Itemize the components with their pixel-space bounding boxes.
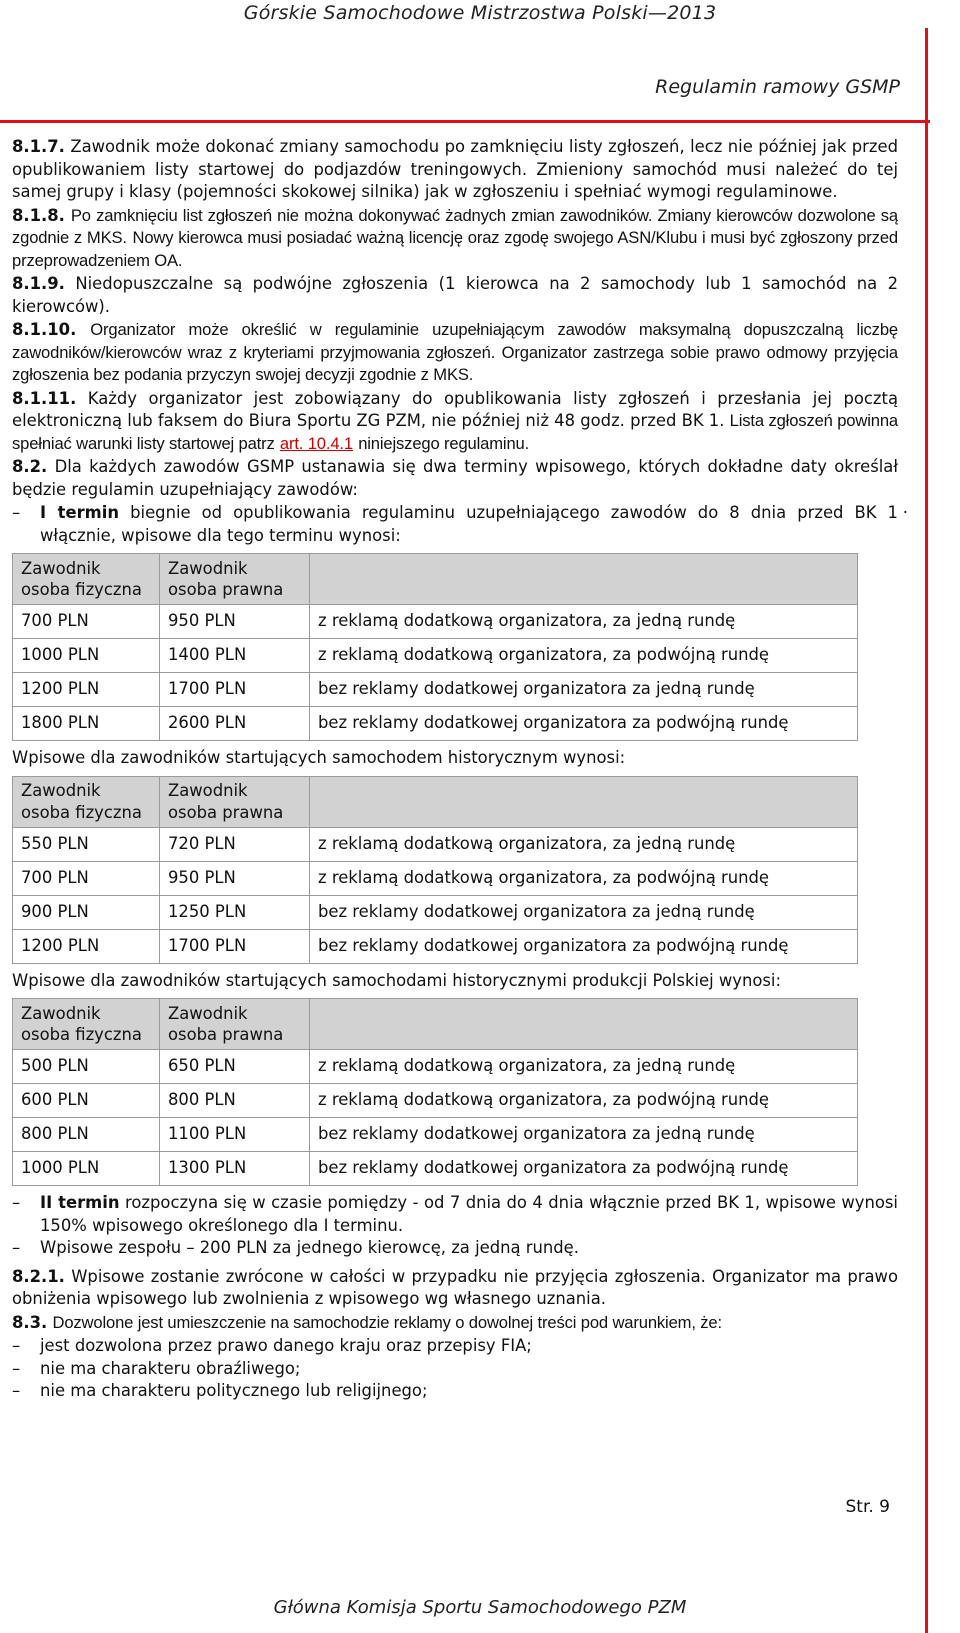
cell: 1300 PLN (160, 1152, 310, 1186)
table-row (13, 1084, 858, 1118)
table-header-row (13, 776, 858, 827)
header-cell-empty (310, 554, 858, 605)
cell: z reklamą dodatkową organizatora, za podwójną rundę (310, 639, 858, 673)
dash-bullet: – (12, 1358, 21, 1378)
list-item-text: nie ma charakteru obraźliwego; (40, 1358, 301, 1378)
list-item (12, 1335, 898, 1358)
table-row (13, 639, 858, 673)
paragraph-number: 8.1.10. (12, 320, 77, 339)
paragraph-8-1-11 (12, 388, 898, 456)
header-cell: Zawodnik osoba fizyczna (13, 776, 160, 827)
footer-text: Główna Komisja Sportu Samochodowego PZM (273, 1597, 687, 1618)
table-header-row (13, 999, 858, 1050)
fee-table-1 (12, 553, 858, 741)
paragraph-8-3 (12, 1312, 898, 1335)
paragraph-number: 8.2.1. (12, 1266, 65, 1286)
cell: 950 PLN (160, 861, 310, 895)
cell: 800 PLN (160, 1084, 310, 1118)
paragraph-number: 8.2. (12, 457, 48, 476)
term-label: I termin (40, 503, 120, 522)
table-row (13, 1050, 858, 1084)
list-item-text: nie ma charakteru politycznego lub religijnego; (40, 1381, 428, 1400)
table-row (13, 929, 858, 963)
table-row (13, 895, 858, 929)
paragraph-number: 8.1.8. (12, 205, 65, 225)
dash-bullet: – (12, 1336, 21, 1355)
cell: 1250 PLN (160, 895, 310, 929)
paragraph-8-1-9 (12, 273, 898, 318)
paragraph-8-1-8 (12, 205, 898, 273)
paragraph-number: 8.1.7. (12, 137, 65, 156)
paragraph-text: Każdy organizator jest zobowiązany do opublikowania listy zgłoszeń i przesłania jej pocztą elektroniczną lub faksem do Biura Sportu ZG PZM, nie później niż 48 godz. przed BK 1. (12, 388, 898, 430)
dash-bullet: – (12, 1238, 21, 1257)
page-body (12, 136, 908, 1403)
cell: 1200 PLN (13, 929, 160, 963)
dash-bullet: – (12, 503, 21, 522)
header-cell: Zawodnik osoba fizyczna (13, 999, 160, 1050)
cell: 600 PLN (13, 1084, 160, 1118)
term-text: rozpoczyna się w czasie pomiędzy - od 7 dnia do 4 dnia włącznie przed BK 1, wpisowe wynosi 150% wpisowego określonego dla I terminu. (40, 1193, 898, 1235)
table-header-row (13, 554, 858, 605)
header-title: Górskie Samochodowe Mistrzostwa Polski—2013 (243, 2, 717, 24)
paragraph-text: Po zamknięciu list zgłoszeń nie można dokonywać żadnych zmian zawodników. Zmiany kierowców dozwolone są zgodnie z MKS. (12, 205, 898, 247)
paragraph-text: Organizator może określić w regulaminie uzupełniającym zawodów maksymalną dopuszczalną liczbę zawodników/kierowców wraz z kryteriami przyjmowania zgłoszeń. Organizator zastrzega sobie prawo odmowy przyjęcia zgłoszenia bez podania przyczyn swojej decyzji zgodnie z MKS. (12, 320, 898, 384)
term-2-item (12, 1192, 898, 1237)
cell: 1800 PLN (13, 707, 160, 741)
stray-dot: · (902, 503, 908, 522)
article-link[interactable]: art. 10.4.1 (279, 433, 353, 453)
cell: 1700 PLN (160, 929, 310, 963)
team-fee-item (12, 1237, 898, 1260)
cell: 500 PLN (13, 1050, 160, 1084)
cell: bez reklamy dodatkowej organizatora za jedną rundę (310, 895, 858, 929)
table-row (13, 861, 858, 895)
paragraph-text: Dla każdych zawodów GSMP ustanawia się dwa terminy wpisowego, których dokładne daty określał będzie regulamin uzupełniający zawodów: (12, 457, 898, 499)
header-cell: Zawodnik osoba prawna (160, 554, 310, 605)
table-row (13, 673, 858, 707)
fee-table-polish-historic (12, 998, 858, 1186)
paragraph-text: Zawodnik może dokonać zmiany samochodu po zamknięciu listy zgłoszeń, lecz nie później jak przed opublikowaniem listy startowej do podjazdów treningowych. Zmieniony samochód musi należeć do tej samej grupy i klasy (pojemności skokowej silnika) jak w zgłoszeniu i spełniać wymogi regulaminowe. (12, 137, 898, 201)
paragraph-8-1-10 (12, 319, 898, 387)
paragraph-text-cont: Lista zgłoszeń powinna spełniać warunki listy startowej patrz (12, 411, 898, 453)
cell: 550 PLN (13, 827, 160, 861)
term-1-item (12, 502, 908, 547)
cell: bez reklamy dodatkowej organizatora za podwójną rundę (310, 929, 858, 963)
paragraph-number: 8.1.11. (12, 388, 77, 408)
cell: 700 PLN (13, 861, 160, 895)
cell: z reklamą dodatkową organizatora, za jedną rundę (310, 605, 858, 639)
dash-bullet: – (12, 1193, 21, 1212)
paragraph-text-end: niniejszego regulaminu. (358, 433, 530, 453)
paragraph-number: 8.1.9. (12, 274, 65, 293)
document-subtitle: Regulamin ramowy GSMP (655, 76, 900, 98)
table-row (13, 1152, 858, 1186)
cell: bez reklamy dodatkowej organizatora za jedną rundę (310, 673, 858, 707)
paragraph-text-cont: Nowy kierowca musi posiadać ważną licencję oraz zgodę swojego ASN/Klubu i musi być zgłoszony przed przeprowadzeniem OA. (12, 228, 898, 270)
term-text: biegnie od opublikowania regulaminu uzupełniającego zawodów do 8 dnia przed BK 1 włącznie, wpisowe dla tego terminu wynosi: (40, 503, 898, 545)
paragraph-8-2 (12, 456, 898, 501)
cell: 700 PLN (13, 605, 160, 639)
cell: 1100 PLN (160, 1118, 310, 1152)
list-item (12, 1380, 898, 1403)
header-cell-empty (310, 999, 858, 1050)
paragraph-number: 8.3. (12, 1312, 48, 1332)
cell: 800 PLN (13, 1118, 160, 1152)
table-row (13, 605, 858, 639)
cell: z reklamą dodatkową organizatora, za jedną rundę (310, 827, 858, 861)
table-row (13, 707, 858, 741)
list-item-text: jest dozwolona przez prawo danego kraju oraz przepisy FIA; (40, 1336, 532, 1355)
cell: 720 PLN (160, 827, 310, 861)
cell: z reklamą dodatkową organizatora, za podwójną rundę (310, 861, 858, 895)
cell: 950 PLN (160, 605, 310, 639)
cell: 1000 PLN (13, 639, 160, 673)
cell: bez reklamy dodatkowej organizatora za jedną rundę (310, 1118, 858, 1152)
dash-bullet: – (12, 1381, 21, 1400)
header-cell: Zawodnik osoba fizyczna (13, 554, 160, 605)
table-caption-polish-historic: Wpisowe dla zawodników startujących samochodami historycznymi produkcji Polskiej wynosi: (12, 970, 781, 990)
cell: z reklamą dodatkową organizatora, za jedną rundę (310, 1050, 858, 1084)
table-row (13, 1118, 858, 1152)
term-label: II termin (40, 1193, 120, 1212)
cell: 900 PLN (13, 895, 160, 929)
page-number: Str. 9 (845, 1497, 890, 1517)
cell: 1000 PLN (13, 1152, 160, 1186)
cell: 2600 PLN (160, 707, 310, 741)
paragraph-text: Wpisowe zostanie zwrócone w całości w przypadku nie przyjęcia zgłoszenia. Organizator ma prawo obniżenia wpisowego lub zwolnienia z wpisowego wg własnego uznania. (12, 1266, 898, 1308)
cell: 1700 PLN (160, 673, 310, 707)
cell: z reklamą dodatkową organizatora, za podwójną rundę (310, 1084, 858, 1118)
cell: bez reklamy dodatkowej organizatora za podwójną rundę (310, 707, 858, 741)
team-fee-text: Wpisowe zespołu – 200 PLN za jednego kierowcę, za jedną rundę. (40, 1238, 579, 1257)
cell: 1400 PLN (160, 639, 310, 673)
paragraph-8-1-7 (12, 136, 898, 204)
fee-table-historic (12, 776, 858, 964)
table-row (13, 827, 858, 861)
paragraph-8-2-1 (12, 1266, 898, 1311)
red-horizontal-rule (0, 120, 930, 123)
table-caption-historic: Wpisowe dla zawodników startujących samochodem historycznym wynosi: (12, 748, 626, 767)
red-vertical-rule (925, 28, 928, 1633)
cell: bez reklamy dodatkowej organizatora za podwójną rundę (310, 1152, 858, 1186)
paragraph-text: Dozwolone jest umieszczenie na samochodzie reklamy o dowolnej treści pod warunkiem, że: (52, 1312, 722, 1332)
header-cell: Zawodnik osoba prawna (160, 999, 310, 1050)
paragraph-text: Niedopuszczalne są podwójne zgłoszenia (1 kierowca na 2 samochody lub 1 samochód na 2 kierowców). (12, 274, 898, 316)
header-cell: Zawodnik osoba prawna (160, 776, 310, 827)
list-item (12, 1358, 898, 1381)
cell: 1200 PLN (13, 673, 160, 707)
cell: 650 PLN (160, 1050, 310, 1084)
header-cell-empty (310, 776, 858, 827)
